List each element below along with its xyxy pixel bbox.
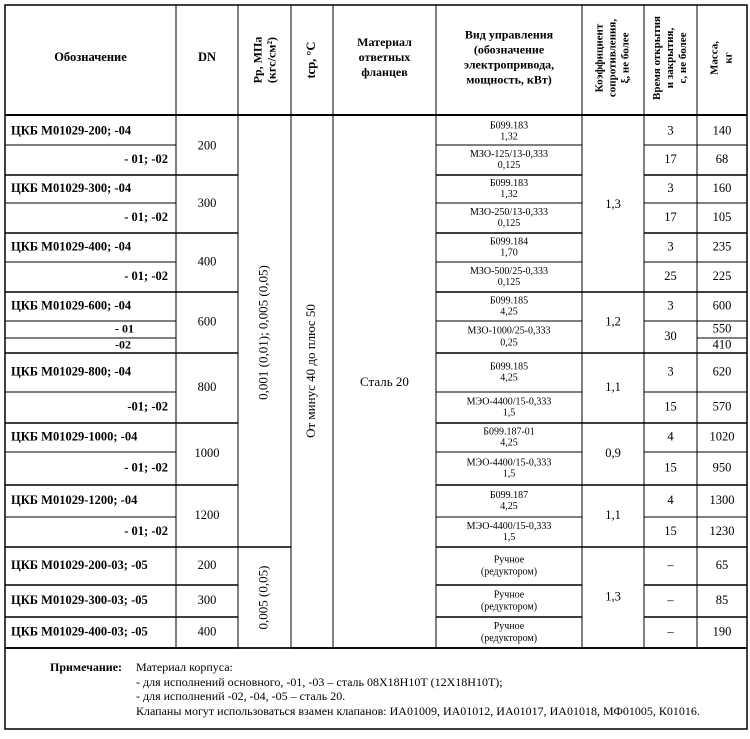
drive-cell: 4,25 <box>500 306 518 318</box>
drive-cell: МЗО-125/13-0,333 <box>469 148 549 160</box>
mass-cell: 235 <box>712 239 732 254</box>
flange-material-value: Сталь 20 <box>360 373 409 389</box>
coef-value: 1,2 <box>605 314 621 329</box>
temperature-value: От минус 40 до плюс 50 <box>302 304 318 438</box>
drive-cell: Б099.185 <box>489 361 529 373</box>
time-cell: 4 <box>667 429 674 444</box>
time-cell: 17 <box>664 151 677 166</box>
designation-cell: - 01; -02 <box>124 209 168 224</box>
time-cell: 15 <box>664 399 677 414</box>
time-cell: 25 <box>664 268 677 283</box>
drive-cell: 4,25 <box>500 500 518 512</box>
header-control-type: мощность, кВт) <box>466 72 552 87</box>
mass-cell: 620 <box>712 364 732 379</box>
mass-cell: 160 <box>712 180 732 195</box>
time-cell: 30 <box>664 328 677 343</box>
designation-cell: ЦКБ М01029-300-03; -05 <box>11 592 148 607</box>
drive-cell: Б099.187-01 <box>483 426 535 438</box>
header-control-type: (обозначение <box>473 42 545 57</box>
time-cell: 3 <box>667 298 674 313</box>
drive-cell: 1,32 <box>500 188 518 200</box>
drive-cell: 1,5 <box>502 468 516 480</box>
coef-value: 1,1 <box>605 379 621 394</box>
mass-cell: 410 <box>712 337 732 352</box>
dn-value: 400 <box>197 254 217 269</box>
time-cell: 3 <box>667 123 674 138</box>
dn-value: 1200 <box>194 507 220 522</box>
header-designation: Обозначение <box>54 49 127 64</box>
designation-cell: - 01; -02 <box>124 268 168 283</box>
mass-cell: 190 <box>712 624 732 639</box>
mass-cell: 225 <box>712 268 732 283</box>
coef-value: 1,3 <box>605 589 621 604</box>
header-pressure-unit: (кгс/см²) <box>264 36 279 84</box>
drive-cell: (редуктором) <box>480 632 538 644</box>
drive-cell: 4,25 <box>500 372 518 384</box>
drive-cell: Б099.187 <box>489 489 529 501</box>
dn-value: 1000 <box>194 445 220 460</box>
drive-cell: Б099.184 <box>489 236 529 248</box>
header-resistance: Коэффициент <box>593 23 606 93</box>
header-mass: Масса, <box>708 40 721 76</box>
mass-cell: 68 <box>715 151 729 166</box>
designation-cell: ЦКБ М01029-600; -04 <box>11 298 132 313</box>
drive-cell: МЭО-4400/15-0,333 <box>466 457 552 469</box>
designation-cell: - 01 <box>115 321 134 336</box>
designation-cell: ЦКБ М01029-1200; -04 <box>11 492 138 507</box>
pressure-value: 0,001 (0,01); 0,005 (0,05) <box>255 265 271 400</box>
drive-cell: 4,25 <box>500 437 518 449</box>
designation-cell: -02 <box>115 337 131 352</box>
designation-cell: -01; -02 <box>127 399 168 414</box>
header-control-type: электропривода, <box>463 57 555 72</box>
time-cell: – <box>667 624 674 639</box>
time-cell: 3 <box>667 239 674 254</box>
designation-cell: ЦКБ М01029-400; -04 <box>11 239 132 254</box>
coef-value: 1,3 <box>605 196 621 211</box>
dn-value: 200 <box>197 138 217 153</box>
mass-cell: 550 <box>712 321 732 336</box>
designation-cell: ЦКБ М01029-800; -04 <box>11 364 132 379</box>
coef-value: 0,9 <box>605 445 621 460</box>
header-open-time: с, не более <box>677 32 690 84</box>
drive-cell: (редуктором) <box>480 601 538 613</box>
dn-value: 800 <box>197 379 217 394</box>
header-open-time: и закрытия, <box>664 27 677 89</box>
designation-cell: - 01; -02 <box>124 523 168 538</box>
header-control-type: Вид управления <box>464 27 554 42</box>
drive-cell: Ручное <box>493 620 525 632</box>
drive-cell: 1,70 <box>500 247 518 259</box>
drive-cell: 0,125 <box>497 159 521 171</box>
time-cell: – <box>667 592 674 607</box>
header-resistance: сопротивления, <box>606 18 619 98</box>
designation-cell: ЦКБ М01029-200; -04 <box>11 123 132 138</box>
designation-cell: - 01; -02 <box>124 151 168 166</box>
drive-cell: МЗО-250/13-0,333 <box>469 206 549 218</box>
designation-cell: ЦКБ М01029-300; -04 <box>11 180 132 195</box>
header-flange-material: Материал <box>357 34 412 49</box>
drive-cell: Б099.183 <box>489 177 529 189</box>
mass-cell: 1230 <box>709 523 735 538</box>
header-flange-material: ответных <box>358 49 411 64</box>
designation-cell: - 01; -02 <box>124 460 168 475</box>
drive-cell: Ручное <box>493 554 525 566</box>
note-body <box>136 660 700 718</box>
note-line: - для исполнений основного, -01, -03 – сталь 08Х18Н10Т (12Х18Н10Т); <box>136 674 503 689</box>
mass-cell: 140 <box>712 123 732 138</box>
drive-cell: Б099.183 <box>489 120 529 132</box>
drive-cell: Ручное <box>493 589 525 601</box>
header-resistance: ξ, не более <box>619 32 632 84</box>
mass-cell: 85 <box>715 592 729 607</box>
drive-cell: 0,125 <box>497 276 521 288</box>
time-cell: 3 <box>667 364 674 379</box>
header-flange-material: фланцев <box>361 64 408 79</box>
time-cell: – <box>667 557 674 572</box>
dn-value: 400 <box>197 624 217 639</box>
note-line: Материал корпуса: <box>136 660 233 674</box>
header-pressure: Рр, МПа <box>250 36 265 84</box>
mass-cell: 600 <box>712 298 732 313</box>
pressure-value: 0,005 (0,05) <box>255 565 271 630</box>
header-dn: DN <box>197 49 217 64</box>
mass-cell: 65 <box>715 557 729 572</box>
mass-cell: 105 <box>712 209 732 224</box>
mass-cell: 1300 <box>709 492 735 507</box>
header-mass: кг <box>722 52 735 64</box>
drive-cell: МЗО-500/25-0,333 <box>469 265 549 277</box>
drive-cell: Б099.185 <box>489 295 529 307</box>
dn-value: 600 <box>197 314 217 329</box>
header-open-time: Время открытия <box>651 15 664 101</box>
designation-cell: ЦКБ М01029-1000; -04 <box>11 429 138 444</box>
drive-cell: 0,25 <box>500 337 518 349</box>
designation-cell: ЦКБ М01029-200-03; -05 <box>11 557 148 572</box>
drive-cell: 1,32 <box>500 131 518 143</box>
note-line: - для исполнений -02, -04, -05 – сталь 20. <box>136 689 346 703</box>
drive-cell: 1,5 <box>502 531 516 543</box>
mass-cell: 1020 <box>709 429 735 444</box>
time-cell: 17 <box>664 209 677 224</box>
drive-cell: МЗО-1000/25-0,333 <box>467 325 551 337</box>
note-label: Примечание: <box>50 660 123 674</box>
header-temperature: tср, °C <box>303 41 318 79</box>
drive-cell: МЭО-4400/15-0,333 <box>466 396 552 408</box>
time-cell: 15 <box>664 523 677 538</box>
time-cell: 15 <box>664 460 677 475</box>
time-cell: 4 <box>667 492 674 507</box>
designation-cell: ЦКБ М01029-400-03; -05 <box>11 624 148 639</box>
dn-value: 200 <box>197 557 217 572</box>
drive-cell: 1,5 <box>502 407 516 419</box>
dn-value: 300 <box>197 592 217 607</box>
time-cell: 3 <box>667 180 674 195</box>
dn-value: 300 <box>197 195 217 210</box>
note-line: Клапаны могут использоваться взамен клапанов: ИА01009, ИА01012, ИА01017, ИА01018, МФ01005, К01016. <box>136 703 700 718</box>
drive-cell: МЭО-4400/15-0,333 <box>466 520 552 532</box>
mass-cell: 570 <box>712 399 732 414</box>
mass-cell: 950 <box>712 460 732 475</box>
drive-cell: (редуктором) <box>480 566 538 578</box>
drive-cell: 0,125 <box>497 217 521 229</box>
coef-value: 1,1 <box>605 507 621 522</box>
